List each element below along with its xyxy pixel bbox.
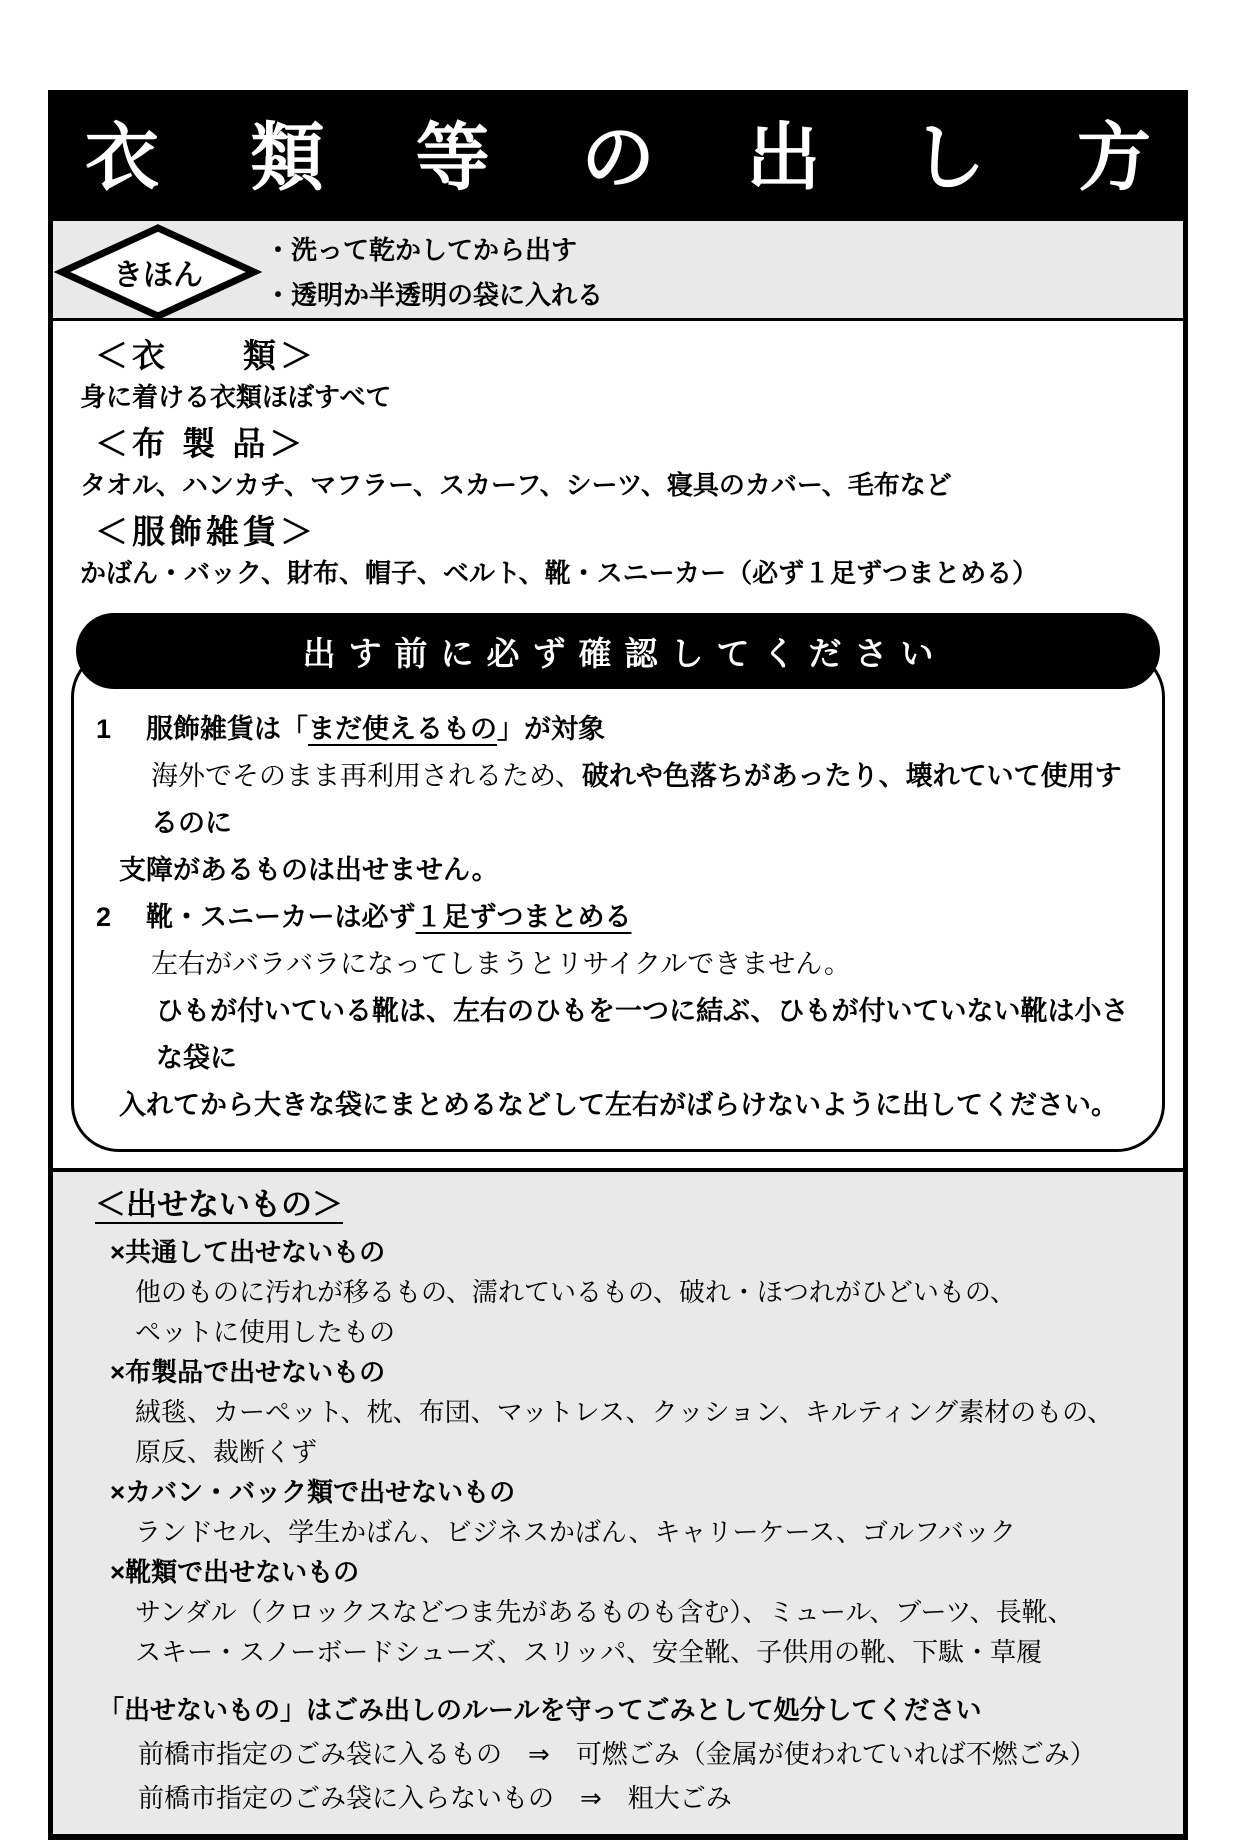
- disposal-heading: 「出せないもの」はごみ出しのルールを守ってごみとして処分してください: [98, 1695, 982, 1725]
- confirm-item-2-body-line-3: 入れてから大きな袋にまとめるなどして左右がばらけないように出してください。: [119, 1090, 1118, 1120]
- excluded-group-label: ×布製品で出せないもの: [110, 1357, 386, 1387]
- confirm-item-2-body-line-2: ひもが付いている靴は、左右のひもを一つに結ぶ、ひもが付いていない靴は小さな袋に: [156, 996, 1129, 1073]
- excluded-group-line: ペットに使用したもの: [135, 1317, 396, 1347]
- confirm-item-1-title: [96, 706, 1138, 753]
- category-desc-accessories: かばん・バック、財布、帽子、ベルト、靴・スニーカー（必ず１足ずつまとめる）: [80, 558, 1039, 588]
- confirm-item-1-body-line-1: 海外でそのまま再利用されるため、破れや色落ちがあったり、壊れていて使用するのに: [151, 761, 1122, 838]
- confirm-section: [71, 613, 1165, 1152]
- disposal-rules: [53, 1688, 1183, 1820]
- category-desc-clothing: 身に着ける衣類ほぼすべて: [80, 382, 392, 412]
- excluded-group-shoes: [53, 1552, 1183, 1672]
- basics-section: [53, 221, 1183, 321]
- confirm-item-2-title: [96, 894, 1138, 941]
- excluded-group-line: 原反、裁断くず: [135, 1437, 318, 1467]
- category-heading-accessories: ＜服飾雑貨＞: [95, 513, 317, 550]
- confirm-item-1-title-text: 服飾雑貨は「まだ使えるもの」が対象: [146, 714, 605, 744]
- excluded-group-line: 絨毯、カーペット、枕、布団、マットレス、クッション、キルティング素材のもの、: [135, 1397, 1114, 1427]
- excluded-group-line: スキー・スノーボードシューズ、スリッパ、安全靴、子供用の靴、下駄・草履: [135, 1637, 1043, 1667]
- excluded-group-line: サンダル（クロックスなどつま先があるものも含む）、ミュール、ブーツ、長靴、: [135, 1597, 1074, 1627]
- excluded-section: [53, 1168, 1183, 1834]
- disposal-rule: 前橋市指定のごみ袋に入るもの ⇒ 可燃ごみ（金属が使われていれば不燃ごみ）: [138, 1739, 1096, 1769]
- basics-bullet: ・透明か半透明の袋に入れる: [265, 280, 604, 310]
- excluded-group-common: [53, 1232, 1183, 1352]
- disposal-rule: 前橋市指定のごみ袋に入らないもの ⇒ 粗大ごみ: [138, 1783, 732, 1813]
- confirm-item-2-number: 2: [96, 902, 112, 932]
- page-title: [53, 95, 1183, 221]
- confirm-item-1-body-line-2: 支障があるものは出せません。: [119, 855, 499, 885]
- excluded-group-bags: [53, 1472, 1183, 1552]
- title-char: の: [580, 116, 655, 199]
- excluded-heading: ＜出せないもの＞: [95, 1187, 343, 1222]
- basics-bullet: ・洗って乾かしてから出す: [265, 235, 578, 265]
- category-heading-clothing: ＜衣 類＞: [95, 337, 317, 374]
- excluded-group-label: ×共通して出せないもの: [110, 1237, 386, 1267]
- title-char: 出: [746, 116, 821, 199]
- title-char: 等: [415, 116, 490, 199]
- categories-section: [53, 321, 1183, 603]
- confirm-banner: 出す前に必ず確認してください: [76, 613, 1160, 689]
- kihon-badge: [58, 224, 258, 320]
- kihon-badge-label: きほん: [113, 259, 203, 292]
- title-char: し: [911, 116, 986, 199]
- excluded-group-label: ×靴類で出せないもの: [110, 1557, 360, 1587]
- confirm-item-2-title-text: 靴・スニーカーは必ず１足ずつまとめる: [146, 902, 632, 932]
- excluded-group-label: ×カバン・バック類で出せないもの: [110, 1477, 516, 1507]
- confirm-item-1-number: 1: [96, 714, 112, 744]
- confirm-box: [71, 649, 1165, 1152]
- excluded-group-fabric: [53, 1352, 1183, 1472]
- excluded-group-line: ランドセル、学生かばん、ビジネスかばん、キャリーケース、ゴルフバック: [135, 1517, 1016, 1547]
- title-char: 衣: [85, 116, 159, 199]
- category-heading-fabric: ＜布 製 品＞: [95, 425, 307, 462]
- title-char: 方: [1076, 116, 1151, 199]
- excluded-group-line: 他のものに汚れが移るもの、濡れているもの、破れ・ほつれがひどいもの、: [135, 1277, 1016, 1307]
- title-char: 類: [250, 116, 325, 199]
- confirm-item-2-body-line-1: 左右がバラバラになってしまうとリサイクルできません。: [151, 949, 851, 979]
- flyer-document: [48, 90, 1188, 1840]
- category-desc-fabric: タオル、ハンカチ、マフラー、スカーフ、シーツ、寝具のカバー、毛布など: [80, 470, 952, 500]
